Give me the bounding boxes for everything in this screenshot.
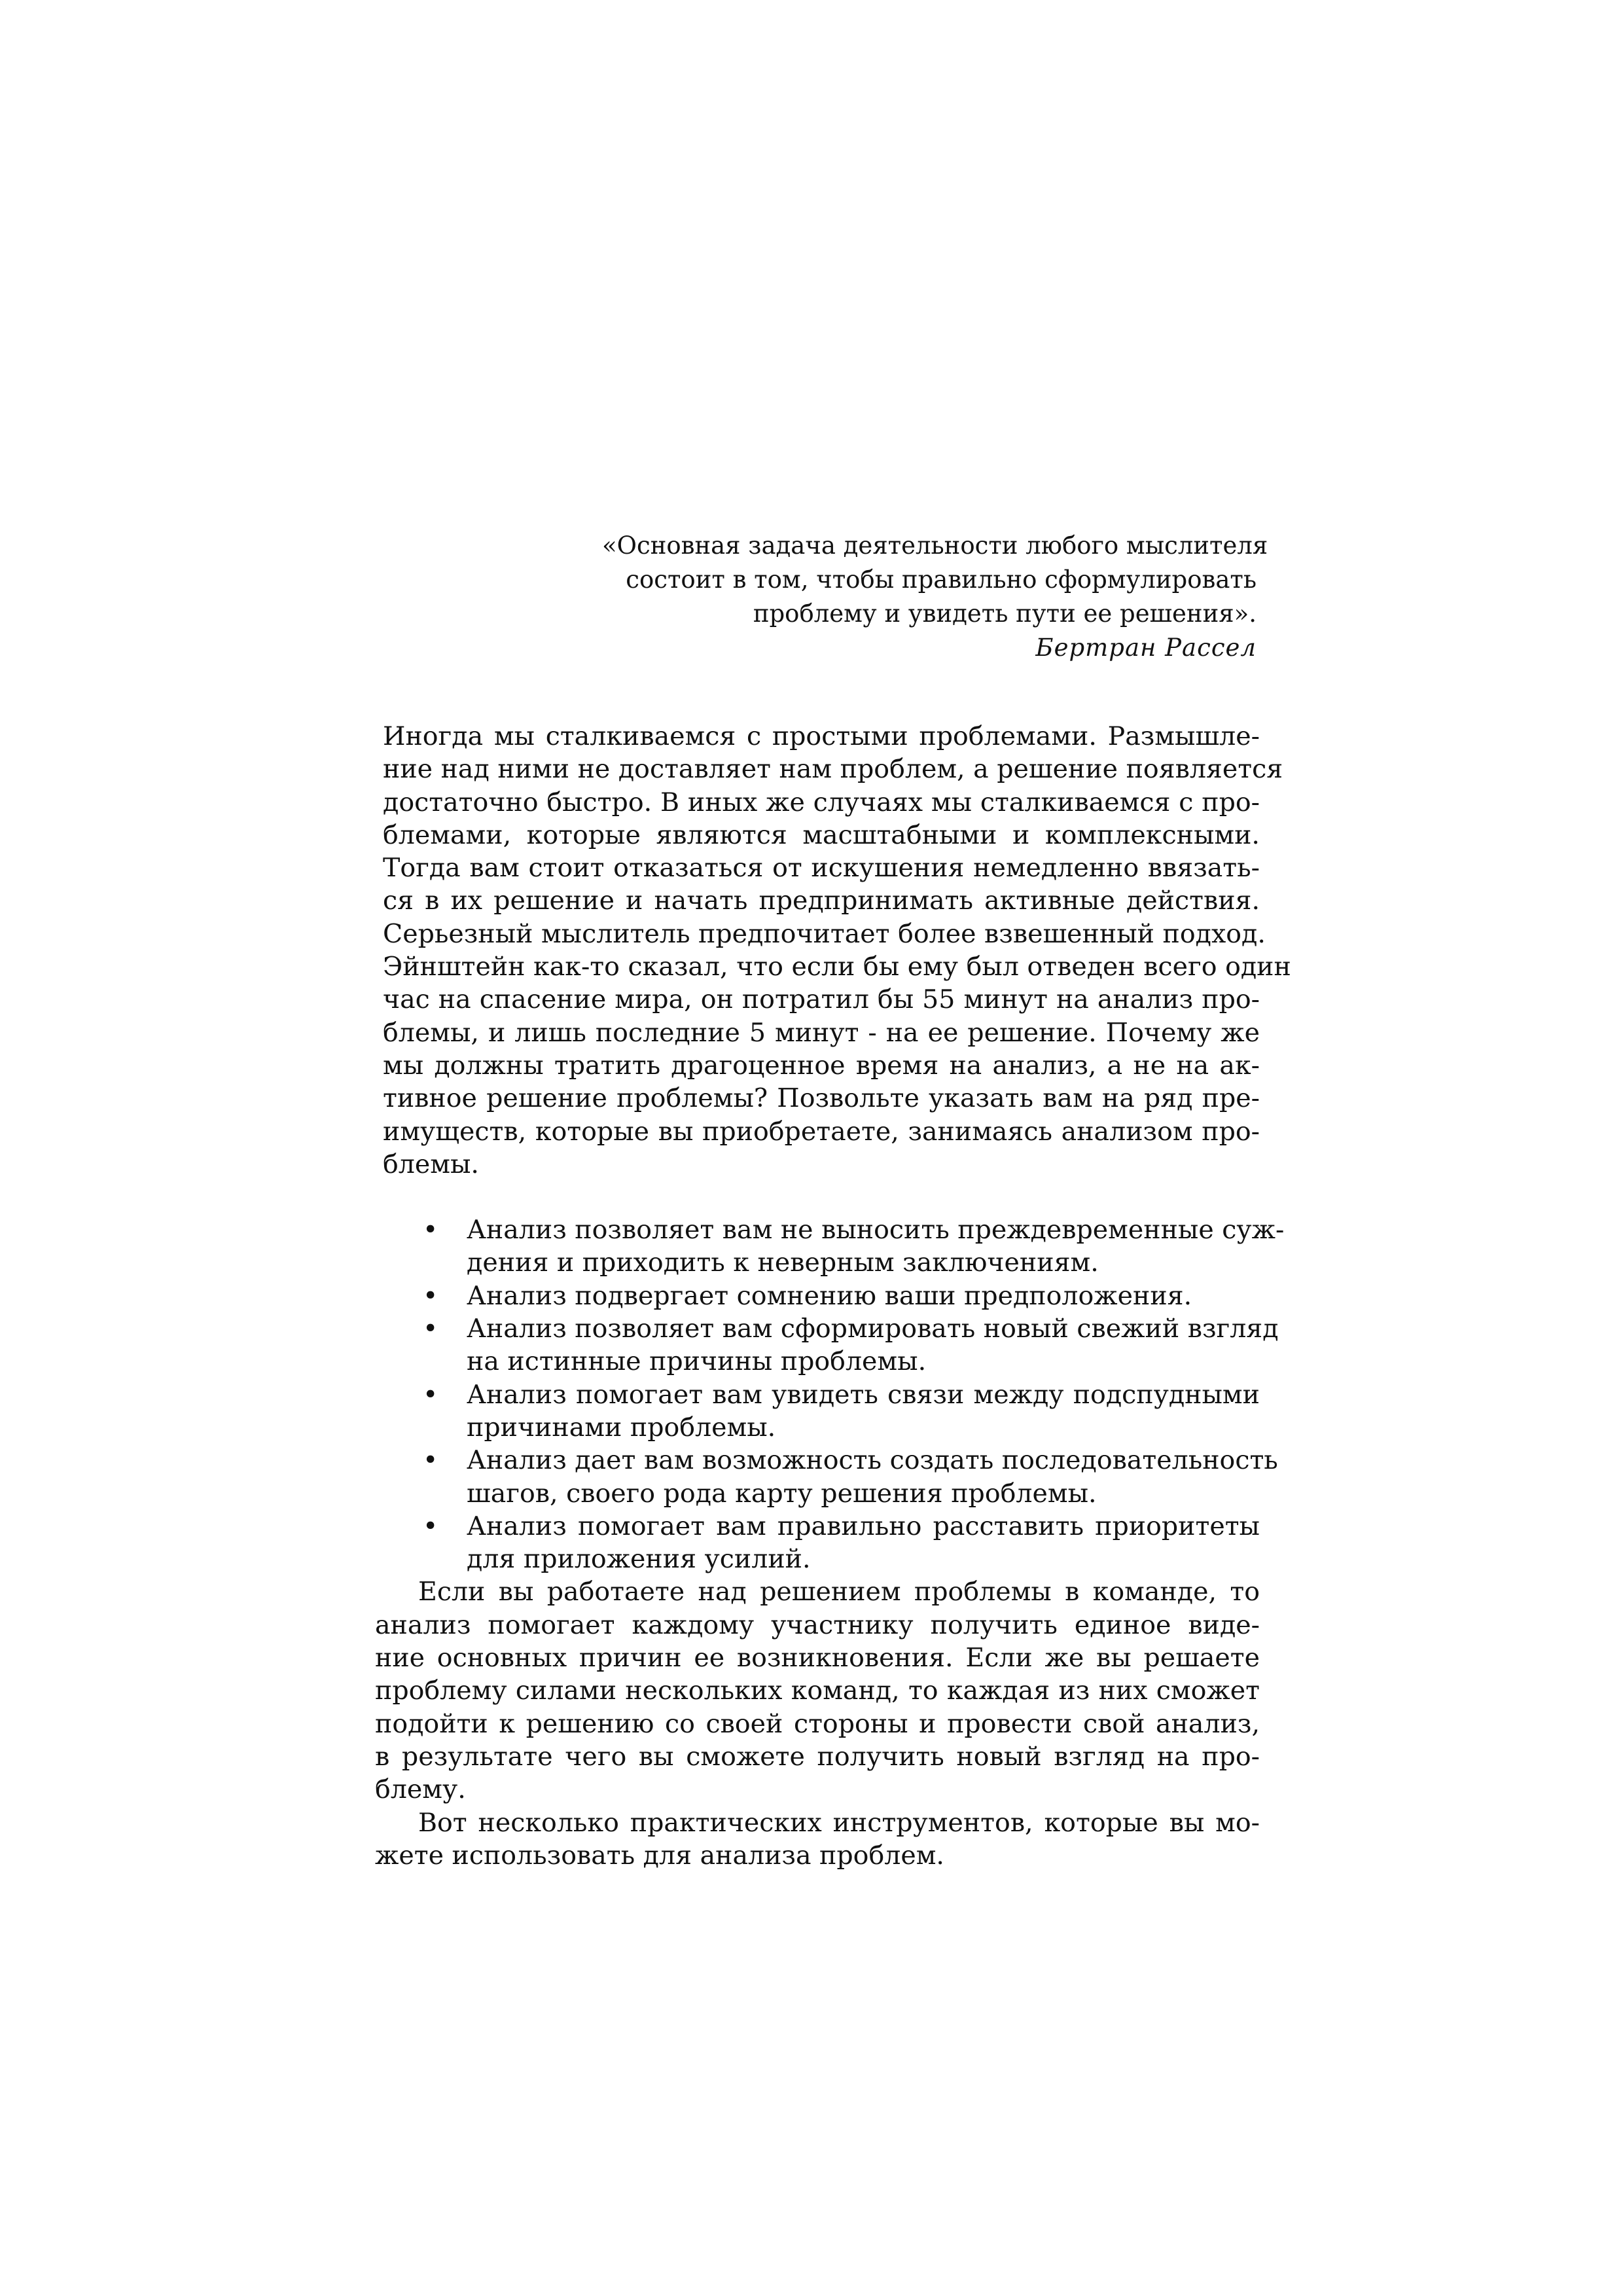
intro-paragraph [375,720,1291,1181]
text-line: Анализ помогает вам правильно расставить приоритеты [467,1511,1260,1541]
body-text [375,720,1291,1872]
text-line: в результате чего вы сможете получить новый взгляд на про- [375,1741,1260,1772]
text-line: Анализ подвергает сомнению ваши предположения. [467,1280,1192,1311]
epigraph-author: Бертран Рассел [1035,634,1257,662]
benefits-list [375,1213,1285,1575]
epigraph-line: состоит в том, чтобы правильно сформулировать [626,565,1257,594]
bullet-icon: • [423,1511,438,1541]
text-line: Вот несколько практических инструментов, которые вы мо- [418,1807,1260,1838]
bullet-icon: • [423,1445,438,1476]
bullet-icon: • [423,1314,438,1344]
bullet-icon: • [423,1280,438,1311]
bullet-icon: • [423,1215,438,1246]
text-line: имуществ, которые вы приобретаете, занимаясь анализом про- [383,1116,1260,1147]
text-line: ние основных причин ее возникновения. Если же вы решаете [375,1643,1260,1674]
text-line: мы должны тратить драгоценное время на анализ, а не на ак- [383,1050,1260,1081]
list-item [375,1280,1260,1312]
text-line: Анализ позволяет вам сформировать новый свежий взгляд [467,1314,1279,1344]
text-line: Серьезный мыслитель предпочитает более взвешенный подход. [383,918,1266,949]
text-line: шагов, своего рода карту решения проблемы. [467,1478,1097,1509]
list-item [375,1378,1260,1444]
team-paragraph [375,1575,1260,1806]
tools-paragraph [375,1806,1260,1873]
text-line: для приложения усилий. [467,1544,811,1575]
bullet-icon: • [423,1379,438,1410]
text-line: достаточно быстро. В иных же случаях мы сталкиваемся с про- [383,787,1260,817]
text-line: проблему силами нескольких команд, то каждая из них сможет [375,1676,1260,1706]
text-line: Если вы работаете над решением проблемы в команде, то [418,1577,1260,1607]
text-line: дения и приходить к неверным заключениям. [467,1247,1099,1278]
text-line: ние над ними не доставляет нам проблем, а решение появляется [383,754,1283,785]
text-line: анализ помогает каждому участнику получить единое виде- [375,1609,1260,1640]
list-item [375,1213,1285,1280]
text-line: блему. [375,1774,466,1805]
text-line: Анализ помогает вам увидеть связи между подспудными [467,1379,1260,1410]
text-line: Анализ позволяет вам не выносить преждевременные суж- [467,1215,1285,1246]
list-item [375,1312,1279,1378]
text-line: час на спасение мира, он потратил бы 55 минут на анализ про- [383,984,1260,1015]
epigraph [602,529,1268,665]
text-line: Анализ дает вам возможность создать последовательность [467,1445,1278,1476]
epigraph-line: проблему и увидеть пути ее решения». [753,600,1257,628]
text-line: Эйнштейн как-то сказал, что если бы ему был отведен всего один [383,952,1291,982]
text-line: причинами проблемы. [467,1412,776,1443]
text-line: жете использовать для анализа проблем. [375,1840,944,1871]
text-line: подойти к решению со своей стороны и провести свой анализ, [375,1708,1260,1739]
list-item [375,1510,1260,1576]
epigraph-line: «Основная задача деятельности любого мыслителя [602,531,1268,560]
text-line: блемы, и лишь последние 5 минут - на ее решение. Почему же [383,1017,1260,1048]
text-line: на истинные причины проблемы. [467,1346,927,1377]
text-line: ся в их решение и начать предпринимать активные действия. [383,886,1260,916]
text-line: блемами, которые являются масштабными и комплексными. [383,819,1260,850]
list-item [375,1444,1278,1510]
text-line: Иногда мы сталкиваемся с простыми проблемами. Размышле- [383,721,1260,751]
text-line: Тогда вам стоит отказаться от искушения немедленно ввязать- [383,853,1260,884]
text-line: блемы. [383,1149,479,1179]
text-line: тивное решение проблемы? Позвольте указать вам на ряд пре- [383,1083,1260,1114]
